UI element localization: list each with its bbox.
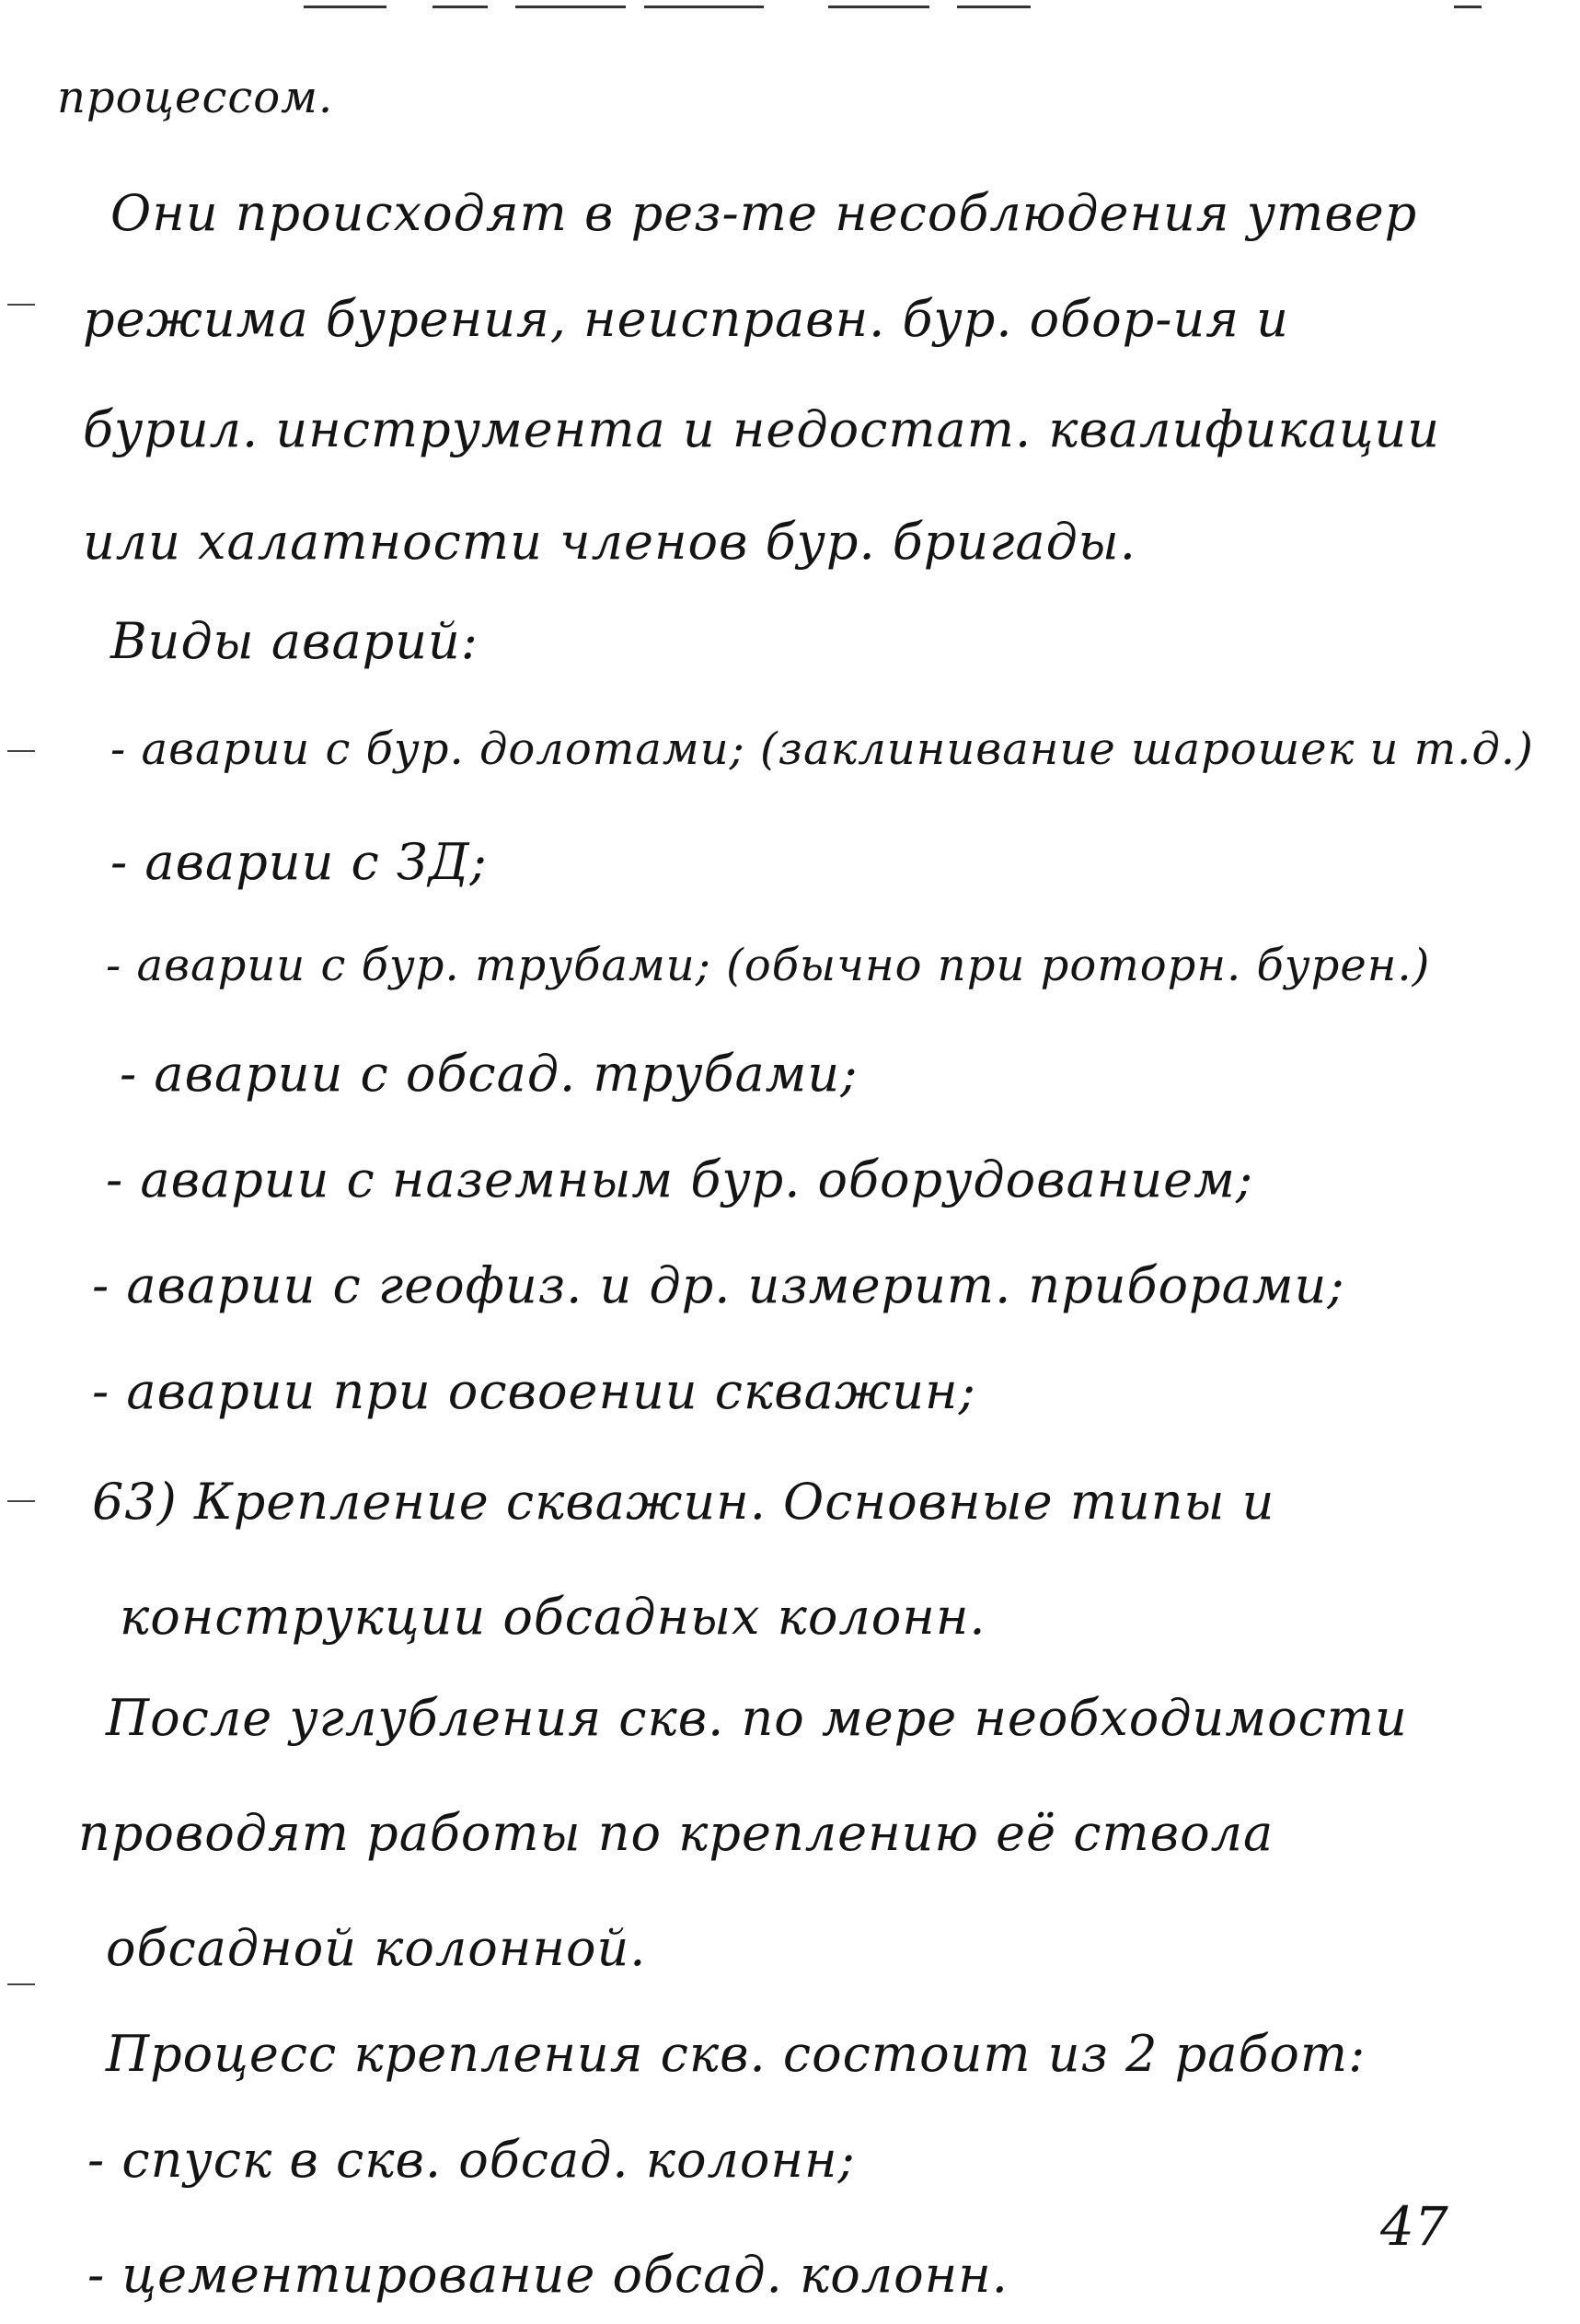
scan-artifact — [304, 6, 386, 8]
text-line: - аварии с наземным бур. оборудованием; — [106, 1150, 1254, 1208]
text-line: - аварии с бур. трубами; (обычно при роторн. бурен.) — [106, 940, 1431, 991]
text-line: - аварии с бур. долотами; (заклинивание шарошек и т.д.) — [110, 723, 1534, 775]
text-line: проводят работы по креплению её ствола — [78, 1804, 1274, 1862]
text-line: Они происходят в рез-те несоблюдения утвер — [110, 184, 1418, 242]
text-line: Процесс крепления скв. состоит из 2 работ: — [106, 2025, 1367, 2083]
text-line: Виды аварий: — [110, 612, 479, 670]
text-line: - цементирование обсад. колонн. — [87, 2246, 1009, 2304]
text-line: После углубления скв. по мере необходимости — [106, 1689, 1408, 1747]
scan-artifact — [644, 6, 764, 8]
scan-artifact — [515, 6, 626, 8]
margin-tick — [7, 1983, 35, 1985]
text-line: - спуск в скв. обсад. колонн; — [87, 2131, 856, 2189]
text-line: процессом. — [57, 72, 334, 123]
scan-artifact — [828, 6, 929, 8]
page-number: 47 — [1380, 2195, 1448, 2258]
text-line: или халатности членов бур. бригады. — [83, 513, 1136, 571]
margin-tick — [7, 304, 35, 306]
scan-artifact — [432, 6, 488, 8]
text-line: бурил. инструмента и недостат. квалификации — [83, 400, 1441, 458]
scan-artifact — [1454, 6, 1482, 8]
margin-tick — [7, 750, 35, 752]
scan-artifact — [957, 6, 1031, 8]
margin-tick — [7, 1500, 35, 1502]
text-line: - аварии при освоении скважин; — [92, 1362, 976, 1420]
text-line: режима бурения, неисправн. бур. обор-ия и — [83, 290, 1289, 348]
text-line: 63) Крепление скважин. Основные типы и — [92, 1473, 1275, 1531]
text-line: - аварии с ЗД; — [110, 833, 488, 891]
text-line: - аварии с геофиз. и др. измерит. приборами; — [92, 1256, 1345, 1314]
text-line: конструкции обсадных колонн. — [120, 1588, 986, 1646]
text-line: обсадной колонной. — [106, 1919, 647, 1977]
text-line: - аварии с обсад. трубами; — [120, 1045, 859, 1103]
